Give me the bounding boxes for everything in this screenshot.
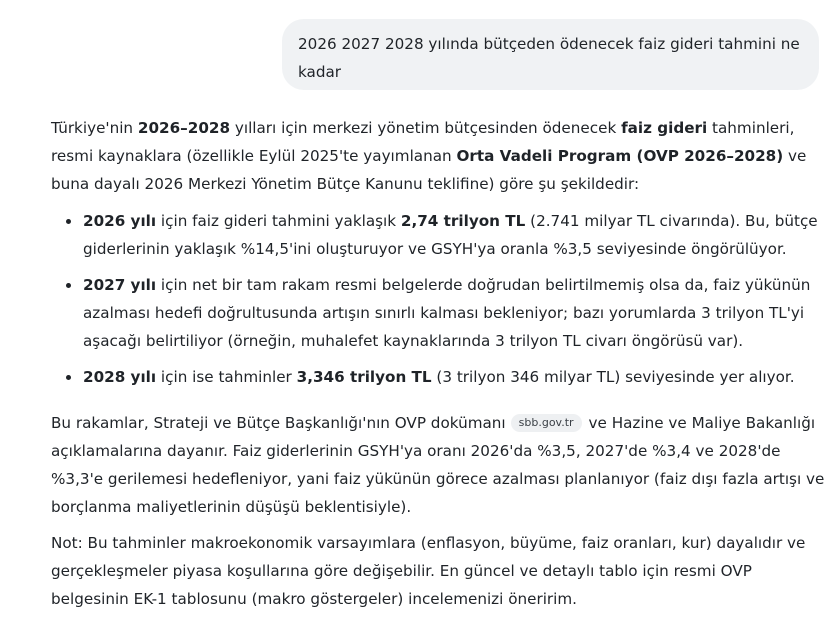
intro-bold-ovp: Orta Vadeli Program (OVP 2026–2028) — [456, 147, 784, 165]
intro-bold-interest: faiz gideri — [621, 119, 708, 137]
user-message-bubble — [282, 19, 819, 90]
item-2028-text-2: (3 trilyon 346 milyar TL) seviyesinde yer alıyor. — [431, 368, 795, 386]
user-message-text: 2026 2027 2028 yılında bütçeden ödenecek faiz gideri tahmini ne kadar — [298, 35, 800, 81]
list-item-2027 — [51, 271, 831, 355]
year-2028-label: 2028 yılı — [83, 368, 157, 386]
answer-intro-paragraph — [51, 114, 831, 198]
answer-note-paragraph: Not: Bu tahminler makroekonomik varsayımlara (enflasyon, büyüme, faiz oranları, kur) dayalıdır ve gerçekleşmeler piyasa koşullarına göre değişebilir. En güncel ve detaylı tablo için resmi OVP belgesinin EK-1 tablosunu (makro göstergeler) incelemenizi öneririm. — [51, 534, 806, 608]
item-2028-text-1: için ise tahminler — [156, 368, 297, 386]
list-item-2026 — [51, 207, 831, 263]
forecast-list — [51, 207, 831, 391]
item-2026-text-2: (2.741 milyar TL civarında). Bu, bütçe giderlerinin yaklaşık %14,5'ini oluşturuyor ve GSYH'ya oranla %3,5 seviyesinde öngörülüyor. — [83, 212, 818, 258]
year-2026-label: 2026 yılı — [83, 212, 157, 230]
list-item-2028 — [51, 363, 831, 391]
intro-text-4: ve buna dayalı 2026 Merkezi Yönetim Bütçe Kanunu teklifine) göre şu şekildedir: — [51, 147, 807, 193]
assistant-answer — [51, 114, 831, 613]
intro-text-1: Türkiye'nin — [51, 119, 138, 137]
intro-bold-years: 2026–2028 — [137, 119, 231, 137]
amount-2028: 3,346 trilyon TL — [296, 368, 432, 386]
sources-text-1: Bu rakamlar, Strateji ve Bütçe Başkanlığı'nın OVP dokümanı — [51, 414, 506, 432]
item-2027-text: için net bir tam rakam resmi belgelerde doğrudan belirtilmemiş olsa da, faiz yükünün azalması hedefi doğrultusunda artışın sınırlı kalması bekleniyor; bazı yorumlarda 3 trilyon TL'yi aşacağı belirtiliyor (örneğin, muhalefet kaynaklarında 3 trilyon TL civarı öngörüsü var). — [83, 276, 811, 350]
year-2027-label: 2027 yılı — [83, 276, 157, 294]
intro-text-3: tahminleri, resmi kaynaklara (özellikle Eylül 2025'te yayımlanan — [51, 119, 795, 165]
intro-text-2: yılları için merkezi yönetim bütçesinden ödenecek — [230, 119, 622, 137]
amount-2026: 2,74 trilyon TL — [400, 212, 526, 230]
source-chip-sbb[interactable]: sbb.gov.tr — [511, 414, 582, 432]
item-2026-text-1: için faiz gideri tahmini yaklaşık — [156, 212, 401, 230]
sources-text-2: ve Hazine ve Maliye Bakanlığı açıklamalarına dayanır. Faiz giderlerinin GSYH'ya oranı 2026'da %3,5, 2027'de %3,4 ve 2028'de %3,3'e gerilemesi hedefleniyor, yani faiz yükünün görece azalması planlanıyor (faiz dışı fazla artışı ve borçlanma maliyetlerinin düşüşü beklentisiyle). — [51, 414, 825, 516]
answer-sources-paragraph — [51, 409, 831, 521]
